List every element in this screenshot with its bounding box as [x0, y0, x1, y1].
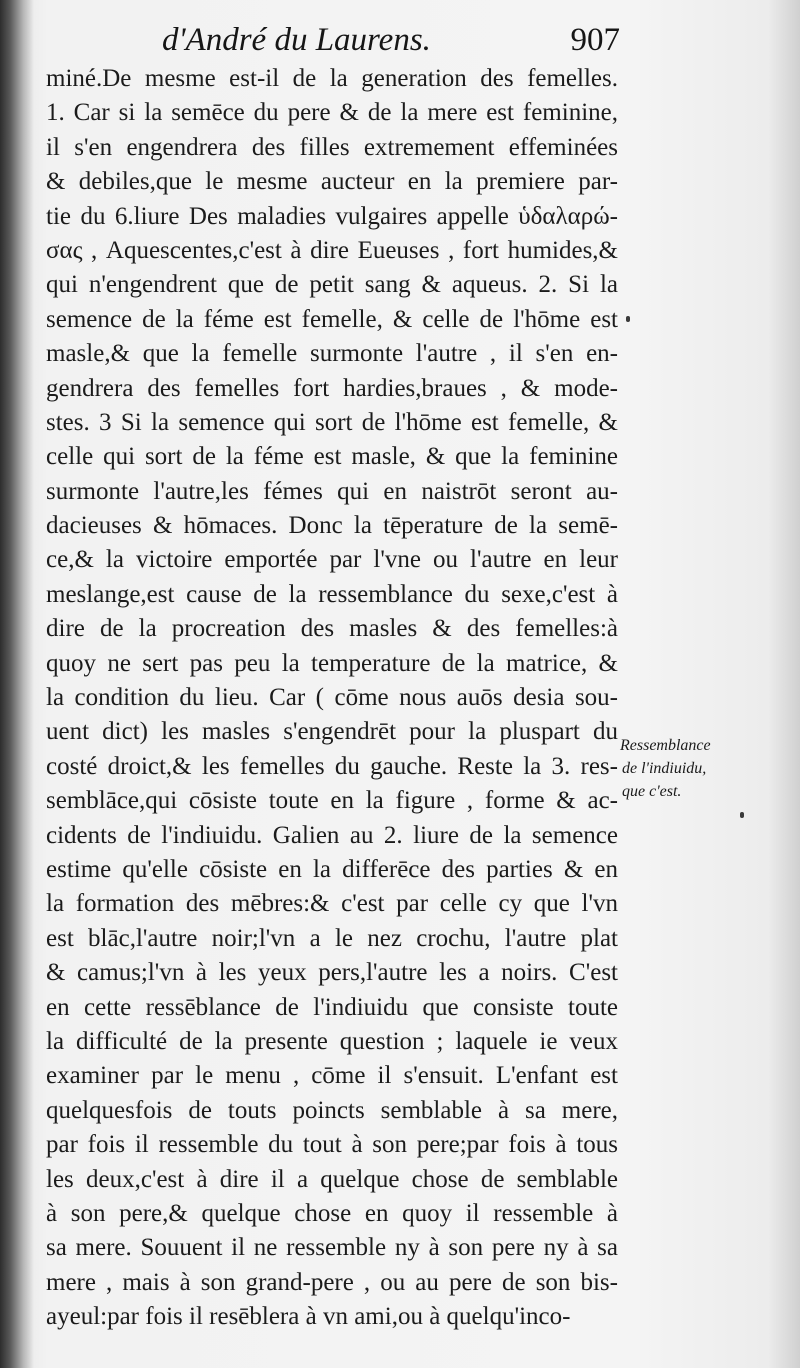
text-line: surmonte l'autre,les fémes qui en naistrōt seront au- — [46, 477, 618, 505]
text-line: en cette ressēblance de l'indiuidu que consiste toute — [46, 993, 618, 1021]
text-line: est blāc,l'autre noir;l'vn a le nez crochu, l'autre plat — [46, 924, 618, 952]
text-line: uent dict) les masles s'engendrēt pour la pluspart du — [46, 718, 618, 746]
text-line: & camus;l'vn à les yeux pers,l'autre les a noirs. C'est — [46, 959, 618, 987]
text-line: il s'en engendrera des filles extremement effeminées — [46, 133, 618, 161]
text-line: cidents de l'indiuidu. Galien au 2. liure de la semence — [46, 821, 618, 849]
text-line: la formation des mēbres:& c'est par celle cy que l'vn — [46, 890, 618, 918]
text-line: celle qui sort de la féme est masle, & que la feminine — [46, 443, 618, 471]
body-text — [46, 62, 618, 1334]
text-line: estime qu'elle cōsiste en la differēce des parties & en — [46, 855, 618, 883]
marginal-note-line: de l'indiuidu, — [622, 760, 707, 777]
ink-speck — [740, 812, 744, 818]
text-line: à son pere,& quelque chose en quoy il ressemble à — [46, 1199, 618, 1227]
marginal-note-line: que c'est. — [622, 783, 682, 800]
text-line: la difficulté de la presente question ; laquele ie veux — [46, 1027, 618, 1055]
text-line: meslange,est cause de la ressemblance du sexe,c'est à — [46, 580, 618, 608]
marginal-note-line: Ressemblance — [620, 737, 711, 754]
text-line: mere , mais à son grand-pere , ou au pere de son bis- — [46, 1268, 618, 1296]
text-line: masle,& que la femelle surmonte l'autre , il s'en en- — [46, 340, 618, 368]
running-title: d'André du Laurens. — [162, 22, 431, 58]
text-line: tie du 6.liure Des maladies vulgaires appelle ὑδαλαρώ- — [46, 202, 618, 230]
text-line: quoy ne sert pas peu la temperature de la matrice, & — [46, 649, 618, 677]
text-line: gendrera des femelles fort hardies,braues , & mode- — [46, 374, 618, 402]
text-line: dacieuses & hōmaces. Donc la tēperature de la semē- — [46, 512, 618, 540]
text-line: semblāce,qui cōsiste toute en la figure , forme & ac- — [46, 787, 618, 815]
text-line: qui n'engendrent que de petit sang & aqueus. 2. Si la — [46, 271, 618, 299]
text-line: les deux,c'est à dire il a quelque chose de semblable — [46, 1165, 618, 1193]
text-line: ayeul:par fois il resēblera à vn ami,ou à quelqu'inco- — [46, 1303, 571, 1331]
text-line: par fois il ressemble du tout à son pere;par fois à tous — [46, 1131, 618, 1159]
text-line: stes. 3 Si la semence qui sort de l'hōme est femelle, & — [46, 408, 618, 436]
text-line: & debiles,que le mesme aucteur en la premiere par- — [46, 168, 618, 196]
binding-gutter — [0, 0, 34, 1368]
text-line: 1. Car si la semēce du pere & de la mere est feminine, — [46, 99, 618, 127]
text-line: σας , Aquescentes,c'est à dire Eueuses , fort humides,& — [46, 236, 618, 264]
marginal-note — [620, 734, 770, 803]
text-line: ce,& la victoire emportée par l'vne ou l'autre en leur — [46, 546, 618, 574]
ink-speck — [626, 316, 630, 322]
text-line: sa mere. Souuent il ne ressemble ny à son pere ny à sa — [46, 1234, 618, 1262]
text-line: dire de la procreation des masles & des femelles:à — [46, 615, 618, 643]
text-line: quelquesfois de touts poincts semblable à sa mere, — [46, 1096, 618, 1124]
page-number: 907 — [570, 22, 620, 58]
text-line: examiner par le menu , cōme il s'ensuit. L'enfant est — [46, 1062, 618, 1090]
text-line: semence de la féme est femelle, & celle de l'hōme est — [46, 305, 618, 333]
text-line: la condition du lieu. Car ( cōme nous auōs desia sou- — [46, 684, 618, 712]
text-line: costé droict,& les femelles du gauche. Reste la 3. res- — [46, 752, 618, 780]
text-line: miné.De mesme est-il de la generation des femelles. — [46, 65, 618, 92]
